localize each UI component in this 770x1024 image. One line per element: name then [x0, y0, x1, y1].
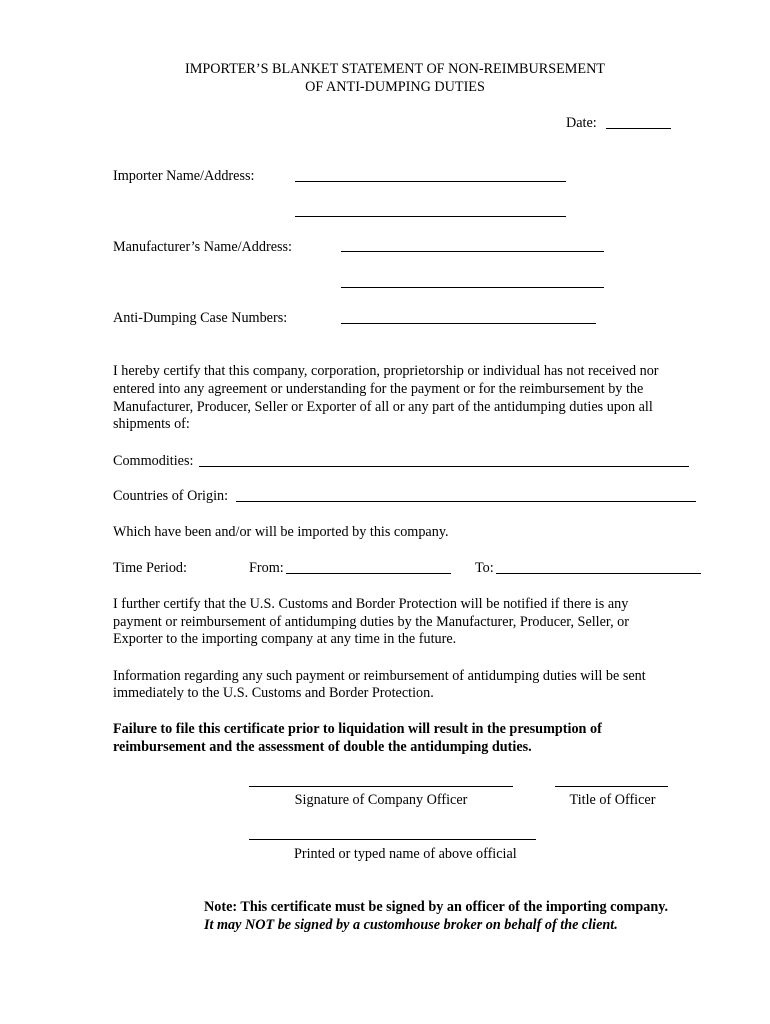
- countries-of-origin-field[interactable]: [236, 501, 696, 502]
- document-title-line-1: IMPORTER’S BLANKET STATEMENT OF NON-REIMBURSEMENT: [185, 61, 605, 77]
- note-line-1: Note: This certificate must be signed by an officer of the importing company.: [204, 899, 669, 915]
- importer-address-field[interactable]: [295, 216, 566, 217]
- certify-text-line-2: entered into any agreement or understanding for the payment or for the reimbursement by the: [113, 381, 644, 397]
- manufacturer-address-field[interactable]: [341, 287, 604, 288]
- from-label: From:: [249, 560, 284, 576]
- document-title-line-2: OF ANTI-DUMPING DUTIES: [305, 79, 485, 95]
- time-period-label: Time Period:: [113, 560, 187, 576]
- commodities-label: Commodities:: [113, 453, 194, 469]
- officer-title-field[interactable]: [555, 786, 668, 787]
- imported-statement: Which have been and/or will be imported by this company.: [113, 524, 449, 540]
- information-line-1: Information regarding any such payment or reimbursement of antidumping duties will be sent: [113, 668, 646, 684]
- signature-label: Signature of Company Officer: [294, 792, 468, 808]
- further-certify-line-2: payment or reimbursement of antidumping duties by the Manufacturer, Producer, Seller, or: [113, 614, 629, 630]
- commodities-field[interactable]: [199, 466, 689, 467]
- signature-field[interactable]: [249, 786, 513, 787]
- date-label: Date:: [566, 115, 597, 131]
- printed-name-field[interactable]: [249, 839, 536, 840]
- date-field[interactable]: [606, 128, 671, 129]
- further-certify-line-3: Exporter to the importing company at any time in the future.: [113, 631, 457, 647]
- manufacturer-label: Manufacturer’s Name/Address:: [113, 239, 292, 255]
- title-of-officer-label: Title of Officer: [569, 792, 656, 808]
- certify-text-line-1: I hereby certify that this company, corporation, proprietorship or individual has not received nor: [113, 363, 659, 379]
- failure-warning-line-2: reimbursement and the assessment of double the antidumping duties.: [113, 739, 532, 755]
- failure-warning-line-1: Failure to file this certificate prior to liquidation will result in the presumption of: [113, 721, 602, 737]
- information-line-2: immediately to the U.S. Customs and Border Protection.: [113, 685, 434, 701]
- to-date-field[interactable]: [496, 573, 701, 574]
- manufacturer-name-field[interactable]: [341, 251, 604, 252]
- note-line-2: It may NOT be signed by a customhouse broker on behalf of the client.: [204, 917, 618, 933]
- importer-name-field[interactable]: [295, 181, 566, 182]
- countries-of-origin-label: Countries of Origin:: [113, 488, 229, 504]
- certify-text-line-4: shipments of:: [113, 416, 190, 432]
- certify-text-line-3: Manufacturer, Producer, Seller or Exporter of all or any part of the antidumping duties upon all: [113, 399, 653, 415]
- printed-name-label: Printed or typed name of above official: [294, 846, 517, 862]
- to-label: To:: [475, 560, 494, 576]
- case-numbers-label: Anti-Dumping Case Numbers:: [113, 310, 288, 326]
- further-certify-line-1: I further certify that the U.S. Customs and Border Protection will be notified if there is any: [113, 596, 629, 612]
- case-numbers-field[interactable]: [341, 323, 596, 324]
- importer-label: Importer Name/Address:: [113, 168, 255, 184]
- from-date-field[interactable]: [286, 573, 451, 574]
